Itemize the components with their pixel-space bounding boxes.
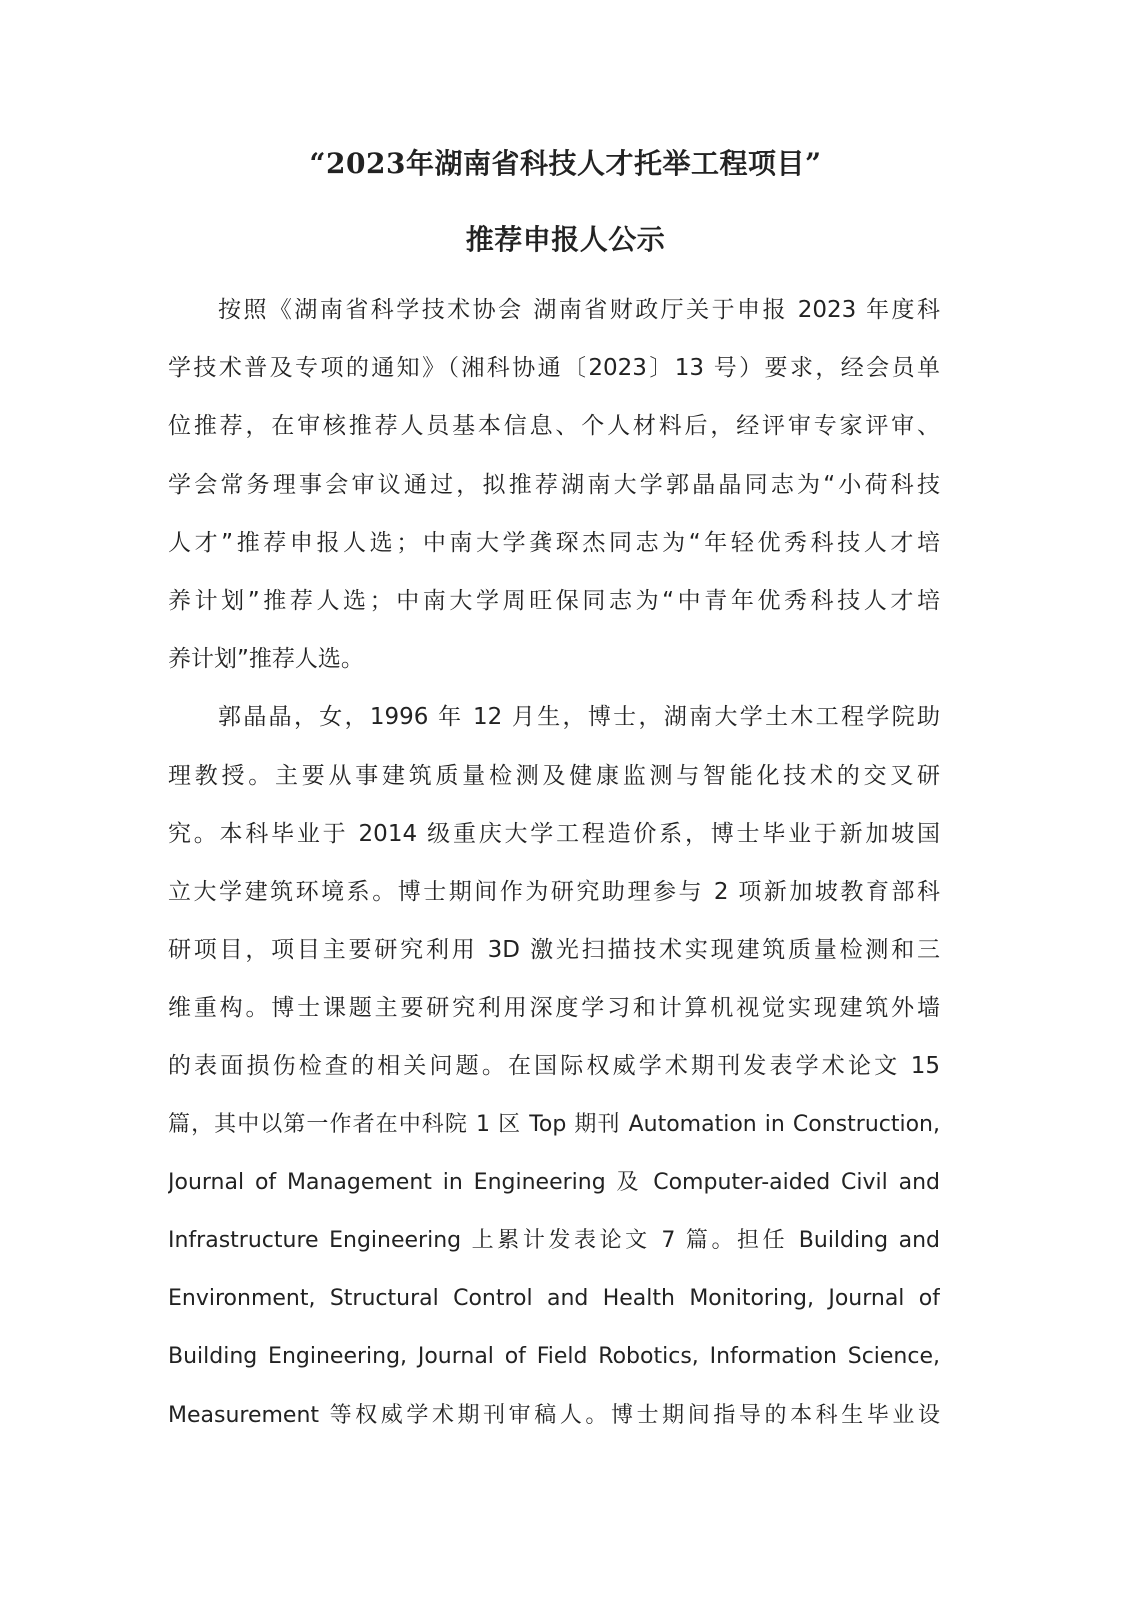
text-line: 篇，其中以第一作者在中科院 1 区 Top 期刊 Automation in Construction, — [168, 1111, 940, 1137]
text-line: 理教授。主要从事建筑质量检测及健康监测与智能化技术的交叉研 — [168, 762, 940, 789]
text-line: Environment, Structural Control and Health Monitoring, Journal of — [168, 1286, 940, 1312]
text-line: 人才”推荐申报人选；中南大学龚琛杰同志为“年轻优秀科技人才培 — [168, 529, 940, 556]
text-line: 按照《湖南省科学技术协会 湖南省财政厅关于申报 2023 年度科 — [218, 297, 940, 323]
text-line: 养计划”推荐人选。 — [168, 646, 364, 673]
paragraph-intro — [168, 288, 940, 695]
document-title: “2023年湖南省科技人才托举工程项目” — [309, 147, 822, 180]
text-line: Measurement 等权威学术期刊审稿人。博士期间指导的本科生毕业设 — [168, 1402, 940, 1428]
document-body — [168, 288, 940, 1452]
text-line: Journal of Management in Engineering 及 Computer-aided Civil and — [168, 1169, 940, 1195]
paragraph-profile — [168, 695, 940, 1451]
text-line: 郭晶晶，女，1996 年 12 月生，博士，湖南大学土木工程学院助 — [218, 704, 940, 731]
text-line: 究。本科毕业于 2014 级重庆大学工程造价系，博士毕业于新加坡国 — [168, 820, 940, 847]
text-line: 研项目，项目主要研究利用 3D 激光扫描技术实现建筑质量检测和三 — [168, 937, 940, 964]
text-line: Building Engineering, Journal of Field Robotics, Information Science, — [168, 1344, 940, 1370]
text-line: 养计划”推荐人选；中南大学周旺保同志为“中青年优秀科技人才培 — [168, 587, 940, 614]
text-line: Infrastructure Engineering 上累计发表论文 7 篇。担任 Building and — [168, 1228, 940, 1253]
text-line: 学会常务理事会审议通过，拟推荐湖南大学郭晶晶同志为“小荷科技 — [168, 471, 940, 498]
text-line: 学技术普及专项的通知》（湘科协通〔2023〕13 号）要求，经会员单 — [168, 355, 940, 382]
document-subtitle: 推荐申报人公示 — [465, 223, 666, 256]
text-line: 立大学建筑环境系。博士期间作为研究助理参与 2 项新加坡教育部科 — [168, 878, 940, 905]
text-line: 位推荐，在审核推荐人员基本信息、个人材料后，经评审专家评审、 — [168, 413, 940, 440]
text-line: 维重构。博士课题主要研究利用深度学习和计算机视觉实现建筑外墙 — [168, 995, 940, 1022]
text-line: 的表面损伤检查的相关问题。在国际权威学术期刊发表学术论文 15 — [168, 1053, 940, 1080]
